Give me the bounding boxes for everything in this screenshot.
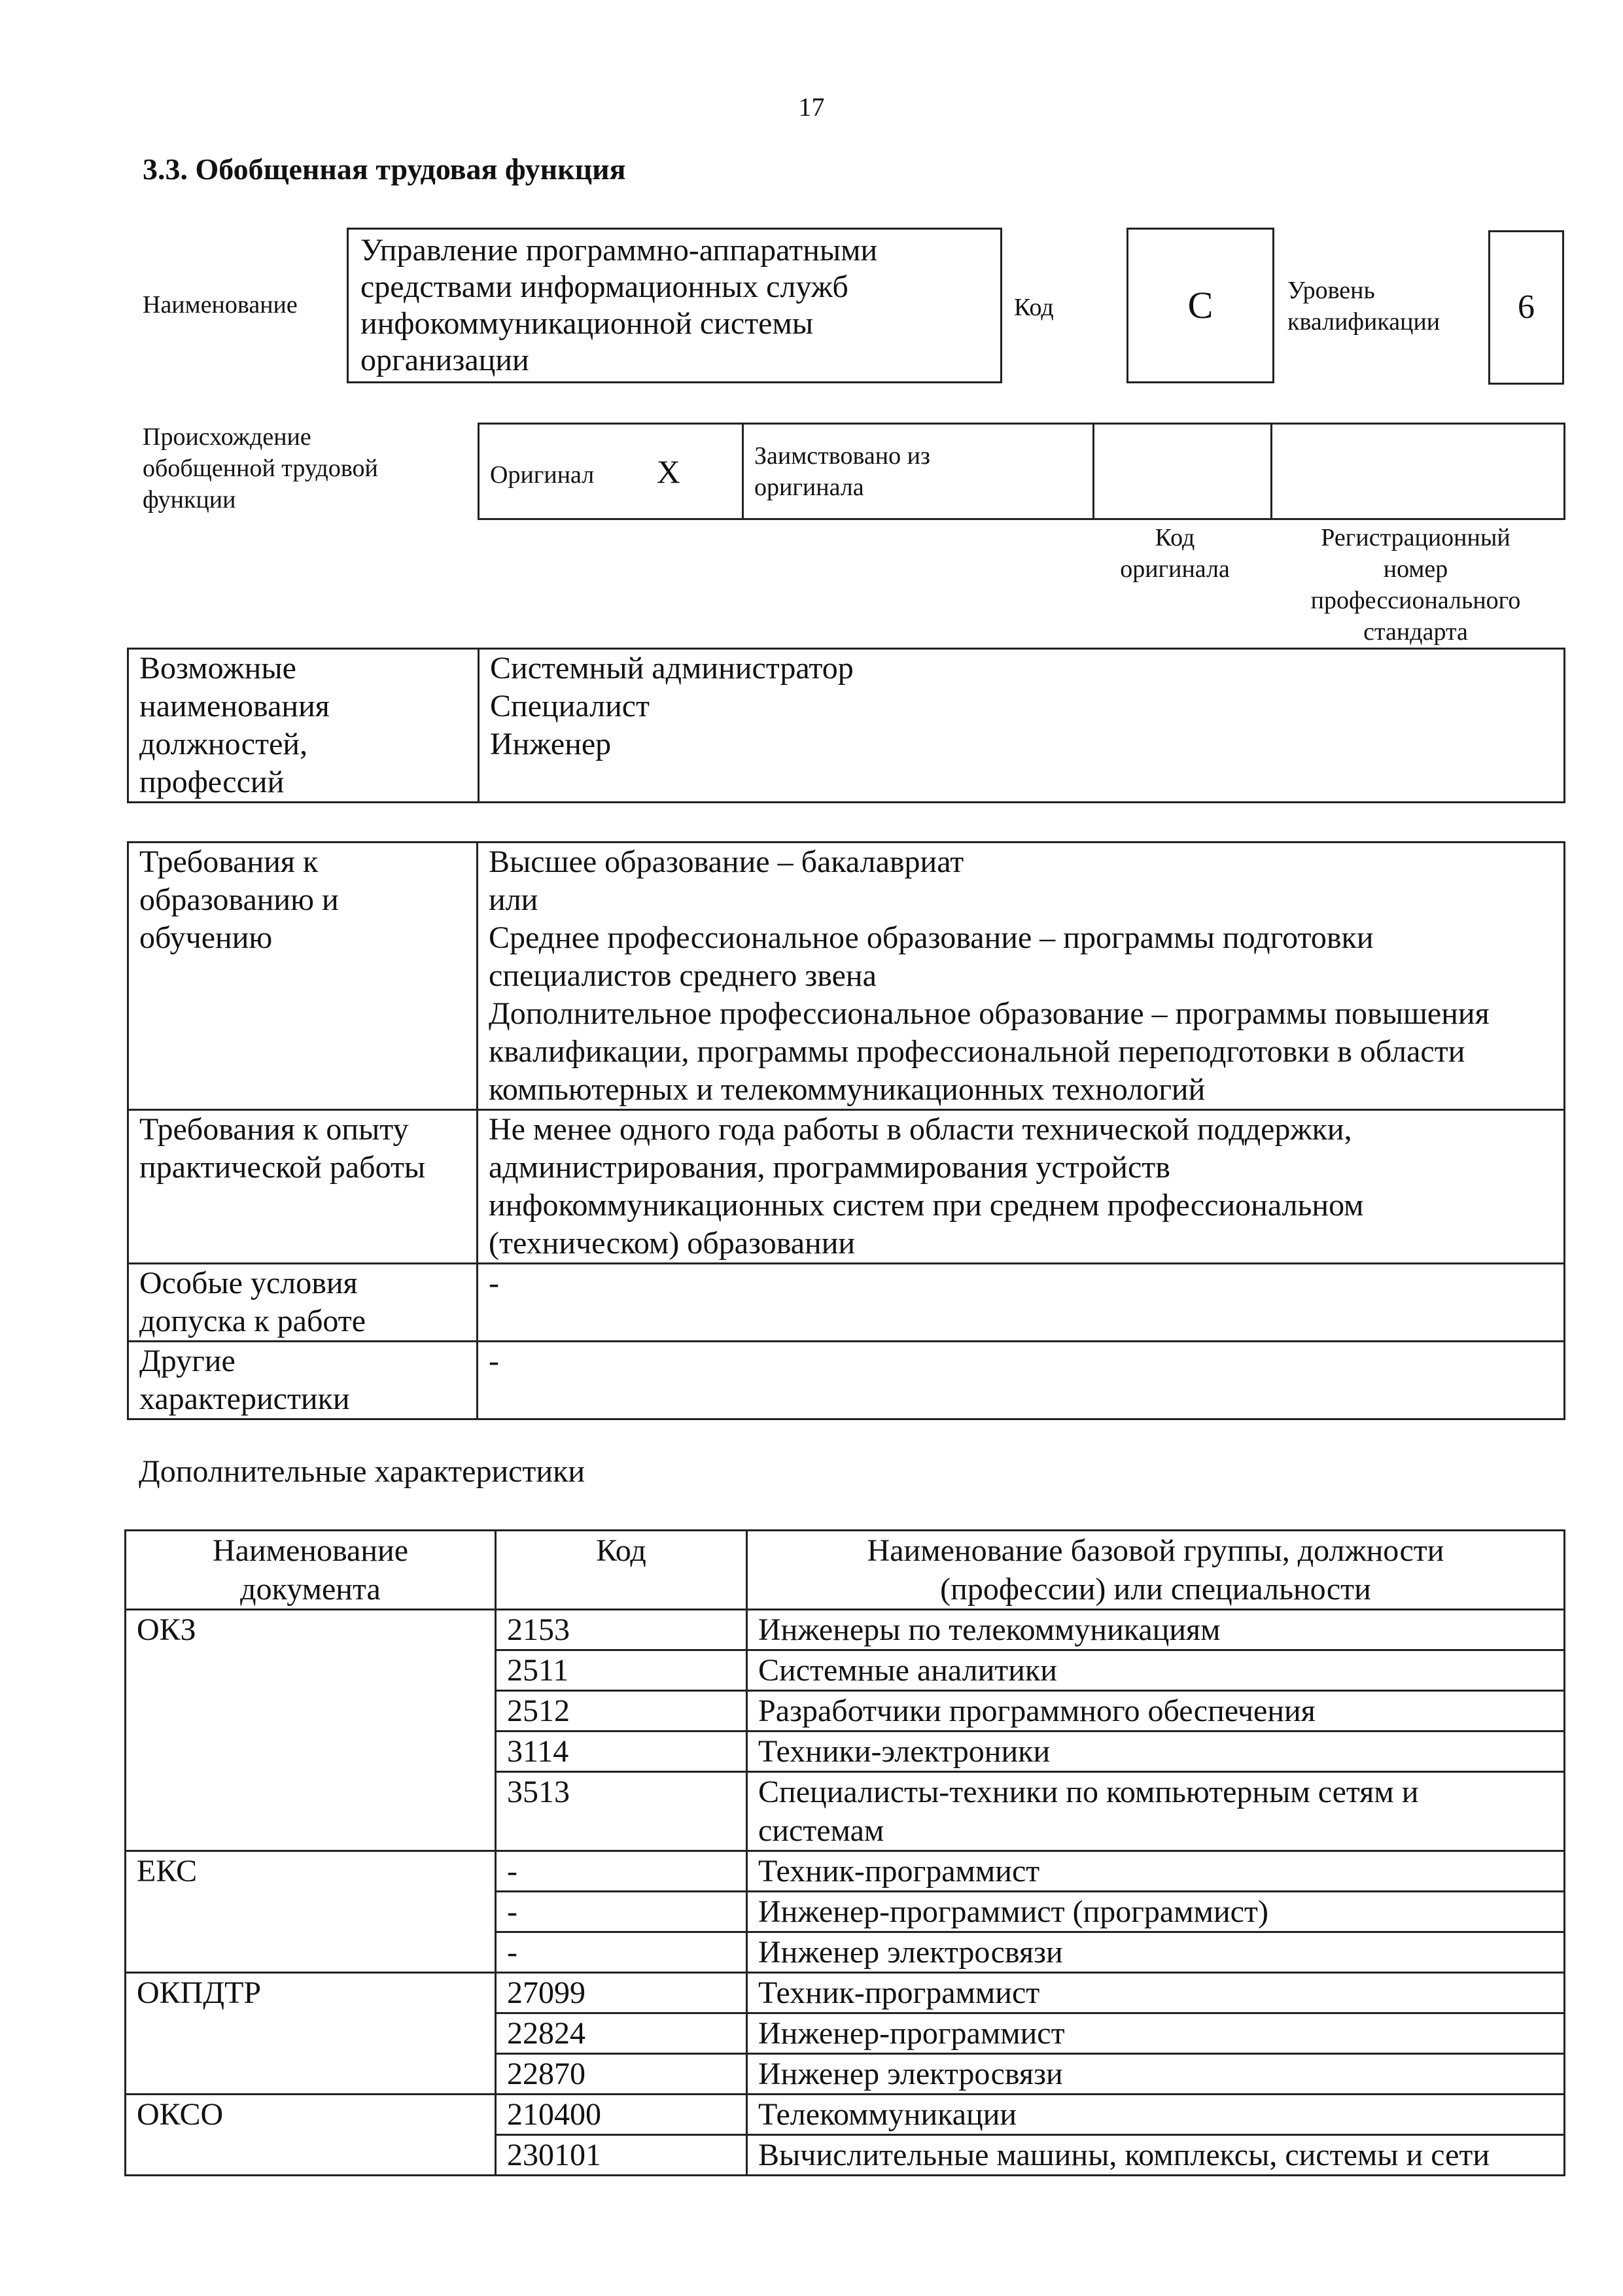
position-item: Системный администратор bbox=[490, 651, 854, 686]
code-cell: - bbox=[496, 1851, 747, 1892]
name-label: Наименование bbox=[143, 291, 298, 319]
code-cell: 3513 bbox=[496, 1772, 747, 1851]
additional-table bbox=[124, 1529, 1565, 2176]
reg-number-cell bbox=[1272, 424, 1565, 519]
doc-cell: ЕКС bbox=[126, 1851, 496, 1973]
position-item: Специалист bbox=[490, 689, 650, 723]
name-cell: Инженер электросвязи bbox=[747, 1932, 1565, 1973]
doc-cell: ОКЗ bbox=[126, 1610, 496, 1851]
code-cell: - bbox=[496, 1932, 747, 1973]
code-cell: 22824 bbox=[496, 2013, 747, 2054]
positions-values bbox=[479, 649, 1565, 803]
name-cell: Вычислительные машины, комплексы, системы и сети bbox=[747, 2135, 1565, 2176]
name-cell: Техник-программист bbox=[747, 1851, 1565, 1892]
original-code-cell bbox=[1094, 424, 1272, 519]
page-number: 17 bbox=[798, 92, 825, 122]
code-header: Код bbox=[496, 1531, 747, 1610]
additional-title: Дополнительные характеристики bbox=[139, 1454, 585, 1489]
positions-label: Возможные наименования должностей, профессий bbox=[128, 649, 479, 803]
code-cell: 2153 bbox=[496, 1610, 747, 1650]
name-cell: Техники-электроники bbox=[747, 1731, 1565, 1772]
section-title: 3.3. Обобщенная трудовая функция bbox=[143, 152, 626, 186]
education-label: Требования к образованию и обучению bbox=[128, 843, 478, 1110]
reg-number-caption: Регистрационный номер профессионального стандарта bbox=[1310, 524, 1521, 646]
name-cell: Телекоммуникации bbox=[747, 2095, 1565, 2135]
borrowed-cell: Заимствовано из оригинала bbox=[743, 424, 1094, 519]
positions-table bbox=[127, 648, 1565, 803]
special-conditions-value: - bbox=[478, 1264, 1565, 1342]
original-cell bbox=[479, 424, 743, 519]
name-value-line: инфокоммуникационной системы bbox=[360, 306, 814, 341]
code-cell: - bbox=[496, 1892, 747, 1932]
name-value-box bbox=[347, 228, 1002, 383]
name-cell: Разработчики программного обеспечения bbox=[747, 1691, 1565, 1731]
level-value: 6 bbox=[1488, 230, 1564, 385]
education-value: Высшее образование – бакалавриат или Среднее профессиональное образование – программы подготовки специалистов среднего звена Дополнительное профессиональное образование – программы повышения квалификации, программы профессиональной переподготовки в области компьютерных и телекоммуникационных технологий bbox=[478, 843, 1565, 1110]
name-cell: Инженеры по телекоммуникациям bbox=[747, 1610, 1565, 1650]
code-cell: 230101 bbox=[496, 2135, 747, 2176]
other-characteristics-label: Другие характеристики bbox=[128, 1342, 478, 1419]
name-cell: Инженер-программист (программист) bbox=[747, 1892, 1565, 1932]
other-characteristics-value: - bbox=[478, 1342, 1565, 1419]
original-label: Оригинал bbox=[490, 461, 595, 489]
code-cell: 3114 bbox=[496, 1731, 747, 1772]
code-cell: 210400 bbox=[496, 2095, 747, 2135]
code-original-caption: Код оригинала bbox=[1120, 524, 1230, 583]
origin-label: Происхождение обобщенной трудовой функции bbox=[143, 423, 378, 513]
name-header: Наименование базовой группы, должности (профессии) или специальности bbox=[747, 1531, 1565, 1610]
position-item: Инженер bbox=[490, 727, 612, 761]
code-value: С bbox=[1126, 228, 1274, 383]
code-label: Код bbox=[1014, 294, 1054, 321]
requirements-table bbox=[127, 841, 1565, 1420]
code-cell: 2511 bbox=[496, 1650, 747, 1691]
code-cell: 2512 bbox=[496, 1691, 747, 1731]
code-cell: 27099 bbox=[496, 1973, 747, 2013]
name-value-line: организации bbox=[360, 343, 529, 377]
special-conditions-label: Особые условия допуска к работе bbox=[128, 1264, 478, 1342]
code-cell: 22870 bbox=[496, 2054, 747, 2095]
level-label: Уровень квалификации bbox=[1287, 277, 1440, 336]
experience-label: Требования к опыту практической работы bbox=[128, 1110, 478, 1264]
doc-cell: ОКСО bbox=[126, 2095, 496, 2176]
origin-table bbox=[478, 423, 1565, 520]
doc-header: Наименование документа bbox=[126, 1531, 496, 1610]
name-value-line: Управление программно-аппаратными bbox=[360, 233, 878, 268]
original-mark: X bbox=[656, 453, 680, 490]
name-value-line: средствами информационных служб bbox=[360, 270, 848, 304]
experience-value: Не менее одного года работы в области технической поддержки, администрирования, программирования устройств инфокоммуникационных систем при среднем профессиональном (техническом) образовании bbox=[478, 1110, 1565, 1264]
name-cell: Инженер электросвязи bbox=[747, 2054, 1565, 2095]
name-cell: Инженер-программист bbox=[747, 2013, 1565, 2054]
name-cell: Специалисты-техники по компьютерным сетям и системам bbox=[747, 1772, 1565, 1851]
name-cell: Системные аналитики bbox=[747, 1650, 1565, 1691]
name-cell: Техник-программист bbox=[747, 1973, 1565, 2013]
doc-cell: ОКПДТР bbox=[126, 1973, 496, 2095]
